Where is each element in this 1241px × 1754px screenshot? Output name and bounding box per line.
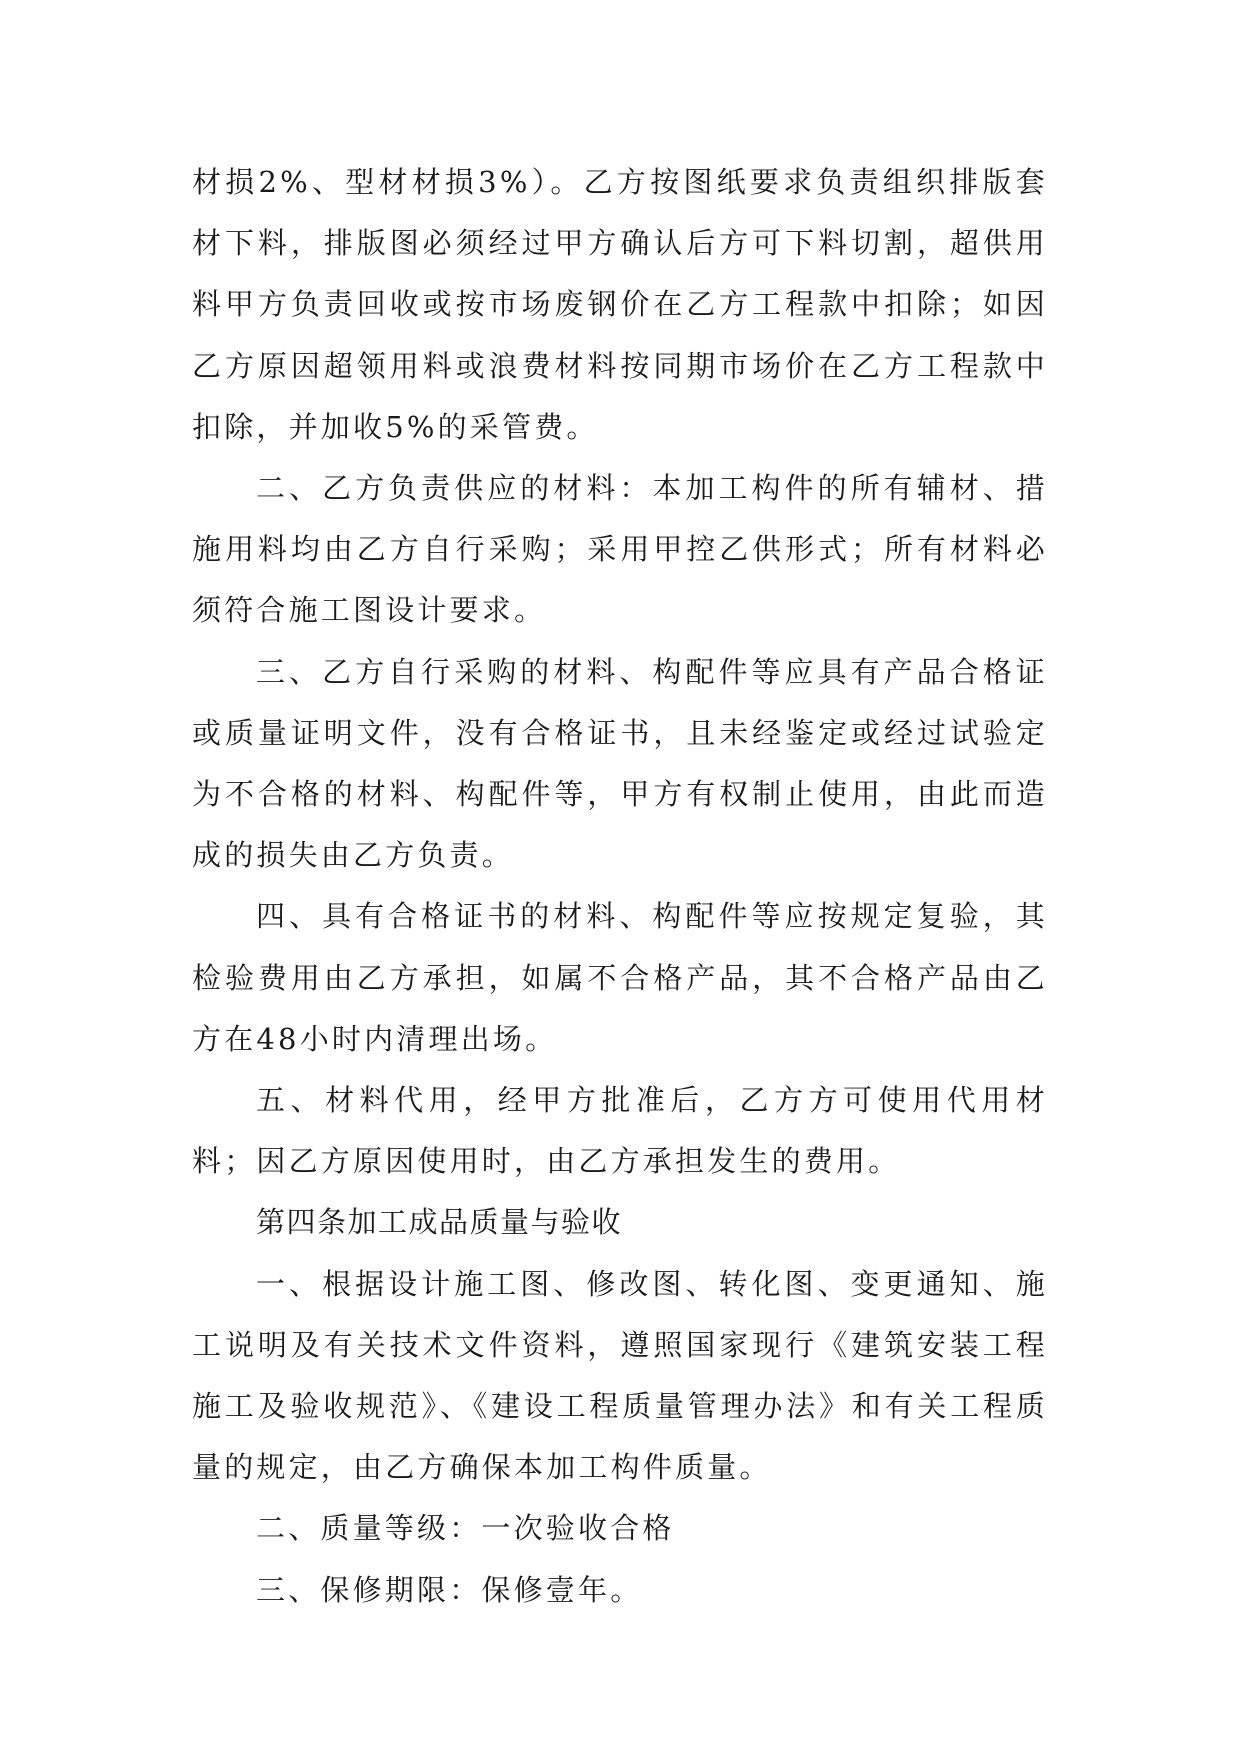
paragraph-quality-grade: 二、质量等级：一次验收合格 — [256, 1511, 675, 1546]
paragraph-warranty: 三、保修期限：保修壹年。 — [256, 1572, 643, 1607]
paragraph-material-loss: 材损2%、型材材损3%）。乙方按图纸要求负责组织排版套材下料，排版图必须经过甲方确认后方可下料切割，超供用料甲方负责回收或按市场废钢价在乙方工程款中扣除；如因乙方原因超领用料或浪费材料按同期市场价在乙方工程款中扣除，并加收5%的采管费。 — [192, 165, 1048, 444]
document-body — [192, 152, 1048, 1621]
paragraph-certificates: 三、乙方自行采购的材料、构配件等应具有产品合格证或质量证明文件，没有合格证书，且未经鉴定或经过试验定为不合格的材料、构配件等，甲方有权制止使用，由此而造成的损失由乙方负责。 — [192, 654, 1048, 873]
paragraph-reinspection: 四、具有合格证书的材料、构配件等应按规定复验，其检验费用由乙方承担，如属不合格产品，其不合格产品由乙方在48小时内清理出场。 — [192, 899, 1048, 1056]
paragraph-supplier-materials: 二、乙方负责供应的材料：本加工构件的所有辅材、措施用料均由乙方自行采购；采用甲控乙供形式；所有材料必须符合施工图设计要求。 — [192, 471, 1048, 628]
article-four-heading: 第四条加工成品质量与验收 — [256, 1205, 623, 1240]
paragraph-substitution: 五、材料代用，经甲方批准后，乙方方可使用代用材料；因乙方原因使用时，由乙方承担发生的费用。 — [192, 1083, 1048, 1179]
paragraph-quality-basis: 一、根据设计施工图、修改图、转化图、变更通知、施工说明及有关技术文件资料，遵照国家现行《建筑安装工程施工及验收规范》、《建设工程质量管理办法》和有关工程质量的规定，由乙方确保本加工构件质量。 — [192, 1266, 1048, 1485]
